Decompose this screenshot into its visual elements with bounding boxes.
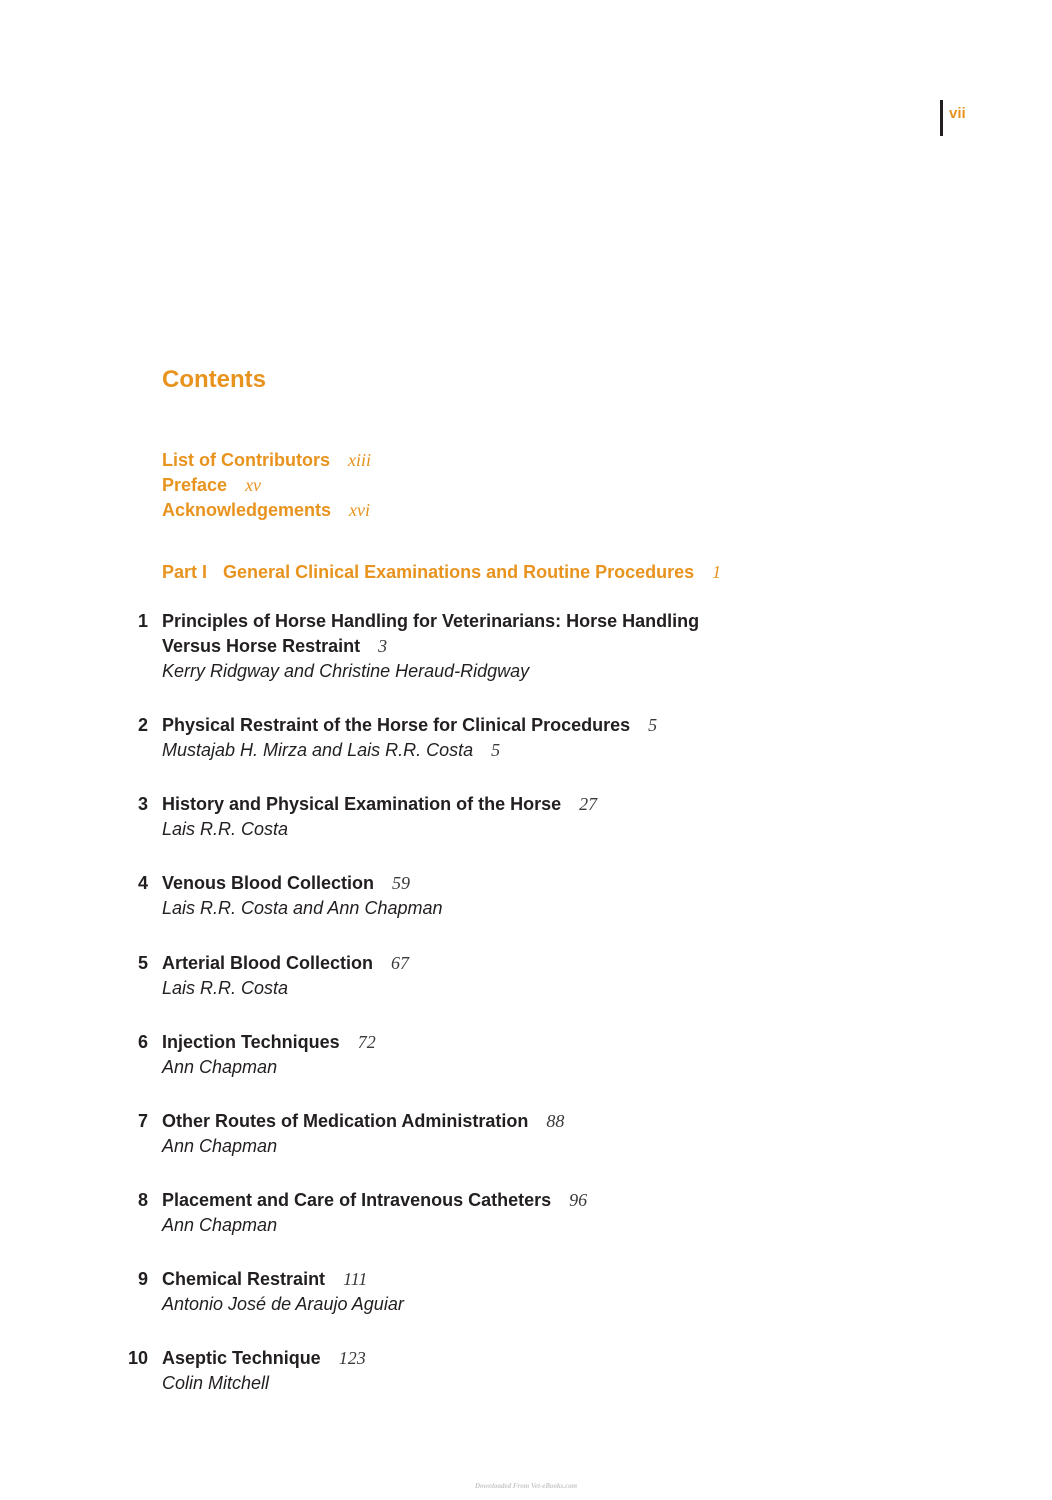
chapter-page: 27 [579, 794, 598, 814]
front-matter-item[interactable] [162, 448, 371, 473]
chapter-author: Ann Chapman [162, 1215, 278, 1235]
chapter-page: 3 [378, 636, 388, 656]
chapter-title-line: Physical Restraint of the Horse for Clinical Procedures [162, 715, 631, 735]
page-number-marker [940, 100, 966, 136]
chapter-number: 4 [137, 873, 148, 893]
chapter-author: Antonio José de Araujo Aguiar [162, 1294, 404, 1314]
chapter-title-line: Arterial Blood Collection [162, 953, 374, 973]
part-page: 1 [712, 562, 722, 582]
front-matter-label: Preface [162, 475, 228, 495]
chapter-author-page: 5 [491, 740, 501, 760]
chapter-title [162, 634, 762, 659]
chapter-number: 3 [137, 794, 148, 814]
chapter-title-line: Aseptic Technique [162, 1348, 321, 1368]
chapter-title [162, 792, 762, 817]
chapter-title [162, 609, 762, 634]
footer-watermark: Downloaded From Vet-eBooks.com [474, 1482, 578, 1490]
chapter-author: Ann Chapman [162, 1136, 278, 1156]
chapter-number: 1 [137, 611, 148, 631]
chapter-author: Kerry Ridgway and Christine Heraud-Ridgway [162, 661, 530, 681]
chapter-page: 123 [338, 1348, 366, 1368]
chapter-page: 96 [569, 1190, 588, 1210]
front-matter-item[interactable] [162, 498, 371, 523]
front-matter-page: xv [245, 475, 262, 495]
chapter-title [162, 951, 762, 976]
chapter-author-name: Mustajab H. Mirza and Lais R.R. Costa [162, 740, 474, 760]
chapter-page: 67 [391, 953, 410, 973]
chapter-title-line: Chemical Restraint [162, 1269, 326, 1289]
part-label: Part I [162, 562, 208, 582]
chapter-title [162, 1030, 762, 1055]
chapter-number: 7 [137, 1111, 148, 1131]
front-matter-list [162, 448, 371, 523]
chapter-author [162, 738, 762, 763]
chapter-number: 2 [137, 715, 148, 735]
chapter-number: 6 [137, 1032, 148, 1052]
chapter-page: 59 [392, 873, 411, 893]
chapter-author: Lais R.R. Costa [162, 978, 289, 998]
front-matter-page: xiii [347, 450, 371, 470]
chapter-number: 9 [137, 1269, 148, 1289]
page-number: vii [949, 105, 966, 122]
chapter-title [162, 713, 762, 738]
chapter-title-line: History and Physical Examination of the Horse [162, 794, 562, 814]
chapter-author: Lais R.R. Costa and Ann Chapman [162, 898, 443, 918]
front-matter-label: List of Contributors [162, 450, 330, 470]
chapter-title-line: Injection Techniques [162, 1032, 340, 1052]
chapter-title [162, 1109, 762, 1134]
chapter-number: 10 [127, 1348, 148, 1368]
chapter-title [162, 871, 762, 896]
chapter-title [162, 1346, 762, 1371]
part-title: General Clinical Examinations and Routine Procedures [223, 562, 695, 582]
chapter-number: 5 [137, 953, 148, 973]
chapter-title-line: Principles of Horse Handling for Veterinarians: Horse Handling [162, 611, 700, 631]
front-matter-label: Acknowledgements [162, 500, 332, 520]
chapter-page: 111 [343, 1269, 368, 1289]
chapter-page: 88 [546, 1111, 565, 1131]
chapter-title-line: Versus Horse Restraint [162, 636, 361, 656]
chapter-title [162, 1188, 762, 1213]
chapter-author: Ann Chapman [162, 1057, 278, 1077]
front-matter-item[interactable] [162, 473, 371, 498]
chapter-title-line: Venous Blood Collection [162, 873, 375, 893]
chapter-title-line: Other Routes of Medication Administration [162, 1111, 529, 1131]
page-title: Contents [162, 366, 266, 393]
chapter-title-line: Placement and Care of Intravenous Catheters [162, 1190, 552, 1210]
part-heading[interactable] [162, 560, 721, 586]
chapter-number: 8 [137, 1190, 148, 1210]
chapter-author: Colin Mitchell [162, 1373, 270, 1393]
chapter-title [162, 1267, 762, 1292]
chapter-page: 5 [648, 715, 658, 735]
chapter-page: 72 [357, 1032, 376, 1052]
chapter-author: Lais R.R. Costa [162, 819, 289, 839]
front-matter-page: xvi [349, 500, 371, 520]
